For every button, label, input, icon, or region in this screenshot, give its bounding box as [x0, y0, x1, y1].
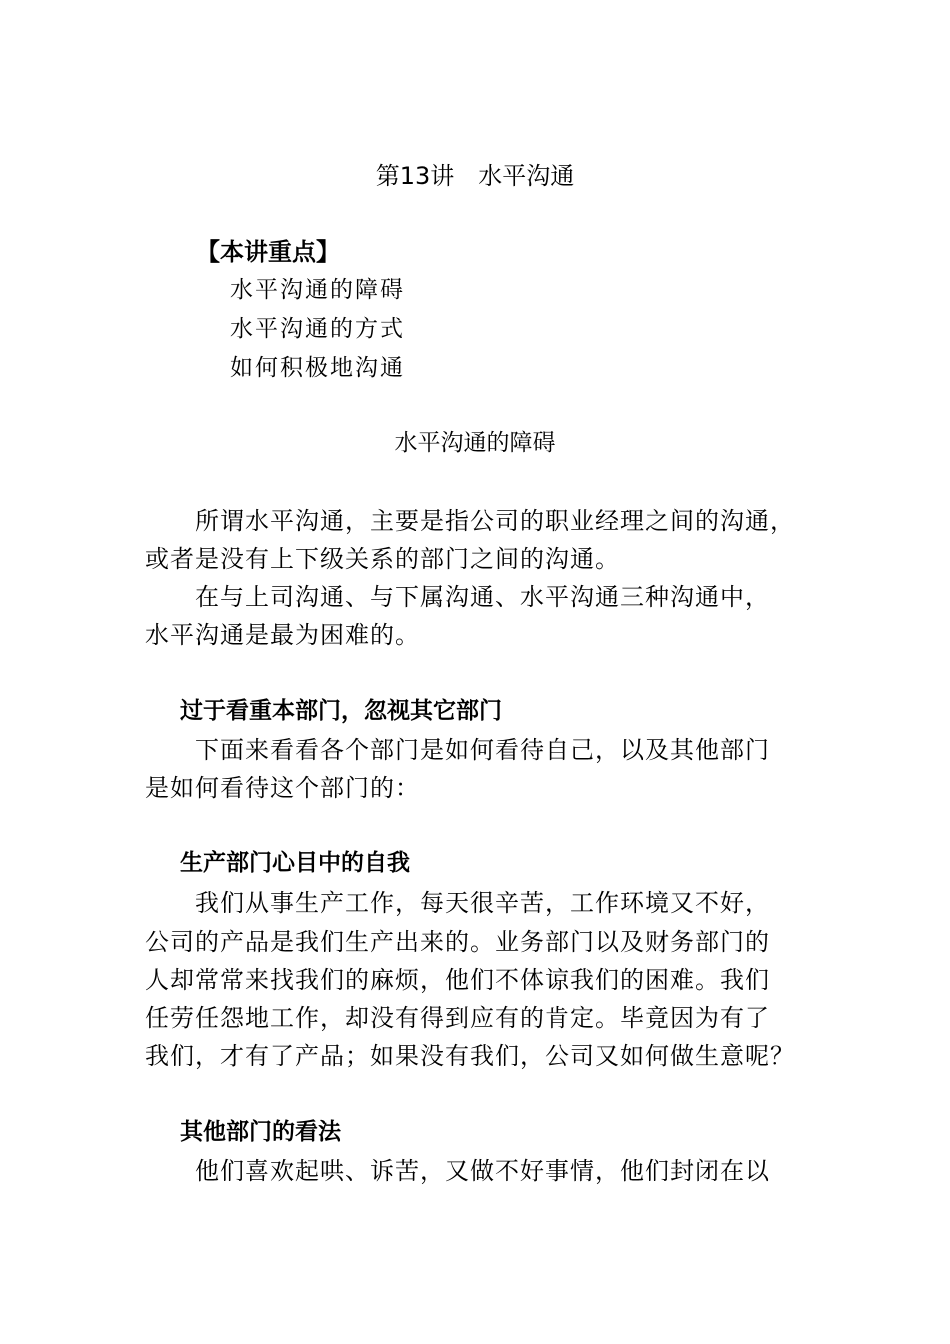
paragraph-line: 公司的产品是我们生产出来的。业务部门以及财务部门的 [145, 928, 770, 956]
keypoints-heading: 【本讲重点】 [196, 238, 340, 266]
paragraph-line: 我们，才有了产品；如果没有我们，公司又如何做生意呢？ [145, 1042, 795, 1070]
keypoint-item: 水平沟通的障碍 [230, 277, 405, 303]
paragraph-line: 他们喜欢起哄、诉苦，又做不好事情，他们封闭在以 [195, 1157, 770, 1185]
paragraph-line: 下面来看看各个部门是如何看待自己，以及其他部门 [195, 736, 770, 764]
paragraph-line: 是如何看待这个部门的： [145, 774, 420, 802]
lecture-title: 第13讲 水平沟通 [375, 162, 575, 190]
keypoint-item: 如何积极地沟通 [230, 355, 405, 381]
paragraph-line: 在与上司沟通、与下属沟通、水平沟通三种沟通中， [195, 583, 770, 611]
paragraph-line: 或者是没有上下级关系的部门之间的沟通。 [145, 545, 620, 573]
keypoint-item: 水平沟通的方式 [230, 316, 405, 342]
paragraph-line: 我们从事生产工作，每天很辛苦，工作环境又不好， [195, 889, 770, 917]
subsection-heading: 过于看重本部门，忽视其它部门 [180, 698, 502, 724]
paragraph-line: 任劳任怨地工作，却没有得到应有的肯定。毕竟因为有了 [145, 1004, 770, 1032]
section-title: 水平沟通的障碍 [394, 430, 556, 456]
paragraph-line: 水平沟通是最为困难的。 [145, 621, 420, 649]
subsection-heading: 生产部门心目中的自我 [180, 850, 410, 876]
paragraph-line: 人却常常来找我们的麻烦，他们不体谅我们的困难。我们 [145, 966, 770, 994]
subsection-heading: 其他部门的看法 [180, 1119, 341, 1145]
paragraph-line: 所谓水平沟通，主要是指公司的职业经理之间的沟通， [195, 507, 795, 535]
